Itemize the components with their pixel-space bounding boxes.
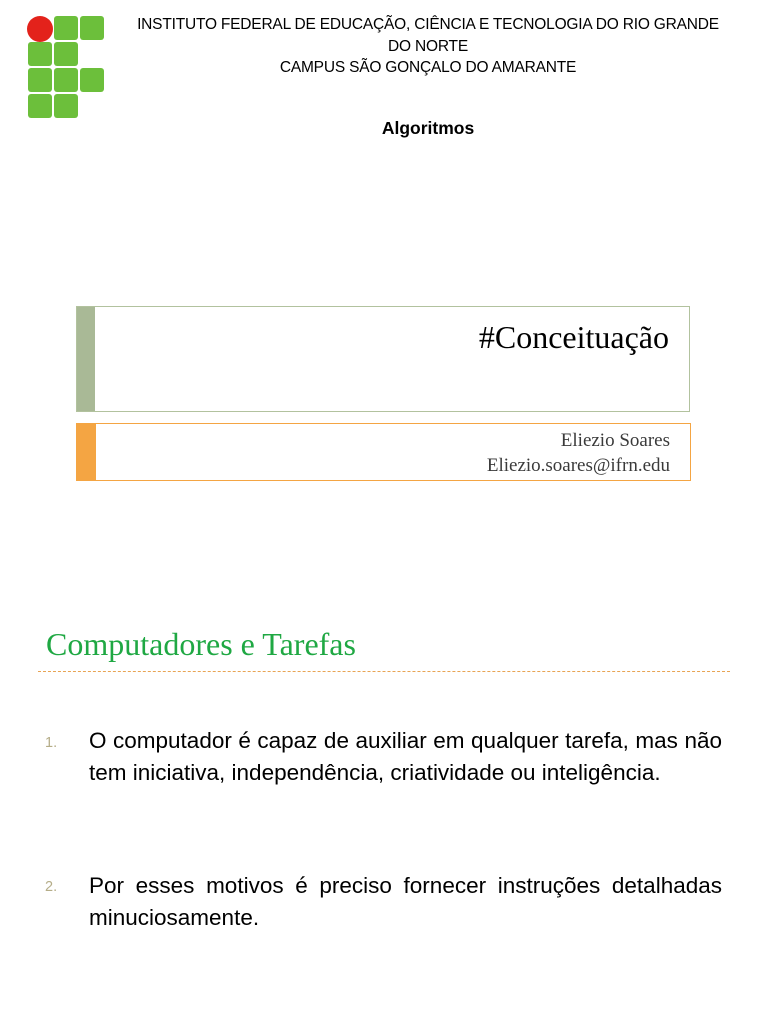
institution-line-2: DO NORTE (388, 37, 468, 55)
institution-line-1: INSTITUTO FEDERAL DE EDUCAÇÃO, CIÊNCIA E TECNOLOGIA DO RIO GRANDE (137, 16, 719, 33)
author-box (76, 423, 691, 481)
logo-square (28, 94, 52, 118)
logo-square (28, 42, 52, 66)
logo-square (54, 94, 78, 118)
author-name: Eliezio Soares (560, 430, 670, 451)
logo-square (54, 42, 78, 66)
list-item-number: 1. (45, 735, 58, 751)
author-accent-bar (77, 424, 96, 480)
section-heading: Computadores e Tarefas (46, 626, 356, 662)
institution-header (112, 14, 744, 79)
course-title: Algoritmos (381, 118, 475, 138)
section-divider (38, 671, 730, 672)
slide-title: #Conceituação (478, 319, 669, 355)
logo-square (54, 68, 78, 92)
institution-line-3: CAMPUS SÃO GONÇALO DO AMARANTE (279, 59, 577, 76)
ifrn-logo (26, 16, 108, 120)
logo-square (80, 68, 104, 92)
list-item-number: 2. (45, 879, 58, 895)
author-email: Eliezio.soares@ifrn.edu (486, 455, 670, 476)
list-item-text: O computador é capaz de auxiliar em qualquer tarefa, mas não tem iniciativa, independência, criatividade ou inteligência. (89, 728, 722, 785)
logo-square (28, 68, 52, 92)
logo-square (54, 16, 78, 40)
logo-square (80, 16, 104, 40)
title-accent-bar (77, 307, 95, 411)
slide-title-box (76, 306, 690, 412)
logo-red-circle (27, 16, 53, 42)
list-item-text: Por esses motivos é preciso fornecer instruções detalhadas minuciosamente. (89, 873, 722, 930)
